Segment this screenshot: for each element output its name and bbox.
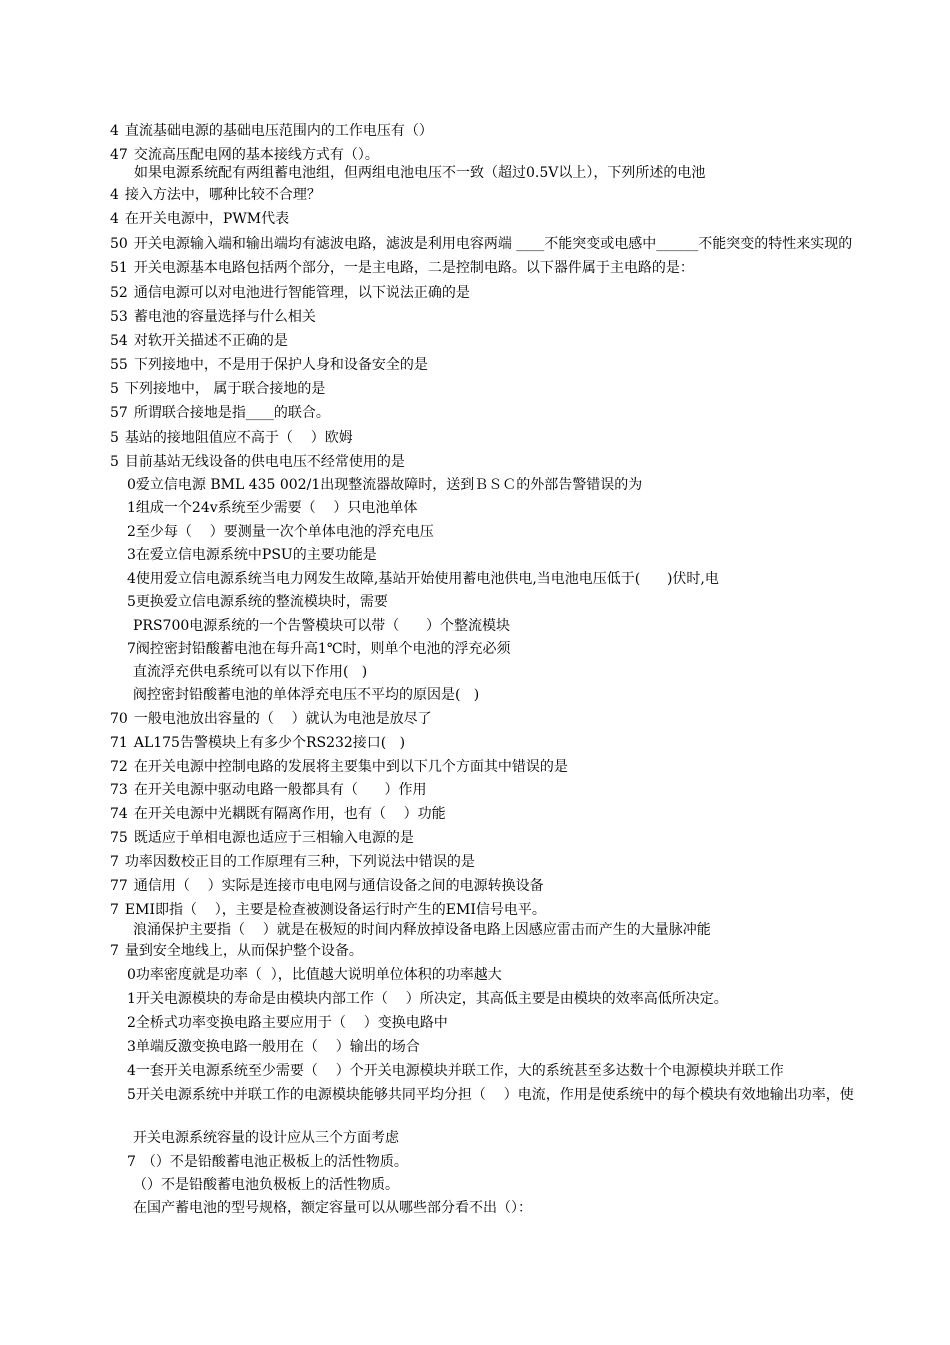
question-text: （）不是铅酸蓄电池负极板上的活性物质。 bbox=[133, 1177, 399, 1193]
question-text: 下列接地中， 属于联合接地的是 bbox=[124, 381, 326, 397]
question-line bbox=[110, 235, 852, 253]
question-line bbox=[133, 686, 479, 704]
question-number: 5 bbox=[110, 430, 119, 446]
question-text: 在开关电源中光耦既有隔离作用，也有（ ）功能 bbox=[133, 806, 446, 822]
question-line bbox=[127, 1153, 408, 1171]
question-number: 52 bbox=[110, 285, 128, 301]
question-line bbox=[110, 758, 568, 776]
question-text: 开关电源基本电路包括两个部分，一是主电路，二是控制电路。以下器件属于主电路的是： bbox=[133, 260, 694, 276]
question-text: 7阀控密封铅酸蓄电池在每升高1℃时，则单个电池的浮充必须 bbox=[127, 641, 511, 657]
question-number: 70 bbox=[110, 711, 128, 727]
question-line bbox=[110, 734, 405, 752]
question-text: 3单端反激变换电路一般用在（ ）输出的场合 bbox=[127, 1039, 420, 1055]
question-number: 4 bbox=[110, 187, 119, 203]
question-text: （）不是铅酸蓄电池正极板上的活性物质。 bbox=[141, 1154, 408, 1170]
question-text: 开关电源系统容量的设计应从三个方面考虑 bbox=[133, 1130, 399, 1146]
question-line bbox=[110, 901, 546, 919]
question-line bbox=[110, 781, 427, 799]
question-number: 73 bbox=[110, 782, 128, 798]
question-number: 72 bbox=[110, 759, 128, 775]
question-line bbox=[133, 1176, 399, 1194]
question-text: 5更换爱立信电源系统的整流模块时，需要 bbox=[127, 594, 388, 610]
question-text: 0爱立信电源 BML 435 002/1出现整流器故障时，送到ＢＳＣ的外部告警错误的为 bbox=[127, 477, 643, 493]
question-line bbox=[110, 356, 428, 374]
question-number: 5 bbox=[110, 381, 119, 397]
question-line bbox=[127, 546, 377, 564]
question-text: 接入方法中，哪种比较不合理？ bbox=[124, 187, 321, 203]
question-line bbox=[127, 1086, 854, 1104]
question-text: 4使用爱立信电源系统当电力网发生故障,基站开始使用蓄电池供电,当电池电压低于( )伏时,电 bbox=[127, 571, 719, 587]
question-number: 4 bbox=[110, 211, 119, 227]
question-line bbox=[110, 380, 325, 398]
question-text: 交流高压配电网的基本接线方式有（）。 bbox=[133, 147, 379, 163]
question-line bbox=[127, 990, 728, 1008]
question-number: 54 bbox=[110, 333, 128, 349]
question-line bbox=[127, 1014, 448, 1032]
question-text: 所谓联合接地是指____的联合。 bbox=[133, 405, 330, 421]
question-text: 直流基础电源的基础电压范围内的工作电压有（） bbox=[124, 123, 433, 139]
question-text: 4一套开关电源系统至少需要（ ）个开关电源模块并联工作，大的系统甚至多达数十个电源模块并联工作 bbox=[127, 1063, 784, 1079]
question-line bbox=[127, 1038, 420, 1056]
question-text: 如果电源系统配有两组蓄电池组，但两组电池电压不一致（超过0.5V以上），下列所述的电池 bbox=[134, 165, 706, 181]
question-line bbox=[127, 966, 502, 984]
question-number: 51 bbox=[110, 260, 128, 276]
question-line bbox=[127, 476, 642, 494]
question-text: 基站的接地阻值应不高于（ ）欧姆 bbox=[124, 430, 353, 446]
question-number: 7 bbox=[110, 902, 119, 918]
question-line bbox=[110, 332, 288, 350]
question-text: 2全桥式功率变换电路主要应用于（ ）变换电路中 bbox=[127, 1015, 448, 1031]
question-text: 直流浮充供电系统可以有以下作用( ) bbox=[133, 664, 368, 680]
question-line bbox=[110, 805, 446, 823]
question-line bbox=[127, 523, 434, 541]
question-line bbox=[110, 877, 544, 895]
question-text: 1组成一个24v系统至少需要（ ）只电池单体 bbox=[127, 500, 418, 516]
question-text: 浪涌保护主要指（ ）就是在极短的时间内释放掉设备电路上因感应雷击而产生的大量脉冲能 bbox=[133, 922, 711, 938]
question-number: 5 bbox=[110, 454, 119, 470]
question-line bbox=[133, 663, 367, 681]
question-line bbox=[133, 617, 510, 635]
question-number: 71 bbox=[110, 735, 128, 751]
question-text: EMI即指（ ），主要是检查被测设备运行时产生的EMI信号电平。 bbox=[124, 902, 546, 918]
question-text: 目前基站无线设备的供电电压不经常使用的是 bbox=[124, 454, 405, 470]
question-line bbox=[110, 429, 353, 447]
question-line bbox=[110, 308, 316, 326]
question-number: 7 bbox=[110, 854, 119, 870]
question-line bbox=[133, 1129, 399, 1147]
question-line bbox=[110, 186, 321, 204]
question-text: 在开关电源中驱动电路一般都具有（ ）作用 bbox=[133, 782, 427, 798]
question-line bbox=[110, 404, 330, 422]
question-text: 在国产蓄电池的型号规格，额定容量可以从哪些部分看不出（）： bbox=[133, 1200, 532, 1216]
question-text: 通信电源可以对电池进行智能管理，以下说法正确的是 bbox=[133, 285, 470, 301]
question-text: AL175告警模块上有多少个RS232接口( ) bbox=[133, 735, 406, 751]
question-line bbox=[133, 921, 711, 939]
question-number: 55 bbox=[110, 357, 128, 373]
question-line bbox=[133, 1199, 532, 1217]
question-text: 蓄电池的容量选择与什么相关 bbox=[133, 309, 316, 325]
question-number: 50 bbox=[110, 236, 128, 252]
question-text: 5开关电源系统中并联工作的电源模块能够共同平均分担（ ）电流，作用是使系统中的每个模块有效地输出功率，使 bbox=[127, 1087, 854, 1103]
question-text: 在开关电源中，PWM代表 bbox=[124, 211, 290, 227]
question-text: 一般电池放出容量的（ ）就认为电池是放尽了 bbox=[133, 711, 432, 727]
question-text: 0功率密度就是功率（ ），比值越大说明单位体积的功率越大 bbox=[127, 967, 502, 983]
question-line bbox=[127, 499, 417, 517]
question-number: 7 bbox=[110, 943, 119, 959]
question-line bbox=[127, 640, 510, 658]
question-line bbox=[110, 122, 433, 140]
question-text: 阀控密封铅酸蓄电池的单体浮充电压不平均的原因是( ) bbox=[133, 687, 480, 703]
question-text: 通信用（ ）实际是连接市电电网与通信设备之间的电源转换设备 bbox=[133, 878, 544, 894]
question-line bbox=[110, 853, 475, 871]
question-text: 对软开关描述不正确的是 bbox=[133, 333, 288, 349]
question-number: 75 bbox=[110, 830, 128, 846]
question-line bbox=[110, 146, 379, 164]
question-line bbox=[110, 829, 414, 847]
question-number: 47 bbox=[110, 147, 128, 163]
question-text: 开关电源输入端和输出端均有滤波电路，滤波是利用电容两端 ____不能突变或电感中______不能突变的特性来实现的 bbox=[133, 236, 853, 252]
question-line bbox=[110, 710, 432, 728]
question-text: 在开关电源中控制电路的发展将主要集中到以下几个方面其中错误的是 bbox=[133, 759, 568, 775]
question-text: 3在爱立信电源系统中PSU的主要功能是 bbox=[127, 547, 377, 563]
question-line bbox=[110, 453, 405, 471]
question-line bbox=[127, 1062, 784, 1080]
question-line bbox=[127, 593, 388, 611]
question-line bbox=[110, 210, 289, 228]
question-line bbox=[110, 259, 694, 277]
question-text: 功率因数校正目的工作原理有三种，下列说法中错误的是 bbox=[124, 854, 475, 870]
question-number: 7 bbox=[127, 1154, 136, 1170]
question-text: PRS700电源系统的一个告警模块可以带（ ）个整流模块 bbox=[133, 618, 510, 634]
question-text: 2至少每（ ）要测量一次个单体电池的浮充电压 bbox=[127, 524, 434, 540]
question-number: 53 bbox=[110, 309, 128, 325]
question-number: 74 bbox=[110, 806, 128, 822]
question-number: 77 bbox=[110, 878, 128, 894]
question-number: 57 bbox=[110, 405, 128, 421]
question-line bbox=[134, 164, 705, 182]
question-line bbox=[110, 284, 470, 302]
question-text: 1开关电源模块的寿命是由模块内部工作（ ）所决定，其高低主要是由模块的效率高低所决定。 bbox=[127, 991, 728, 1007]
question-text: 既适应于单相电源也适应于三相输入电源的是 bbox=[133, 830, 414, 846]
question-text: 量到安全地线上，从而保护整个设备。 bbox=[124, 943, 363, 959]
question-number: 4 bbox=[110, 123, 119, 139]
question-line bbox=[127, 570, 719, 588]
question-text: 下列接地中，不是用于保护人身和设备安全的是 bbox=[133, 357, 428, 373]
question-line bbox=[110, 942, 363, 960]
